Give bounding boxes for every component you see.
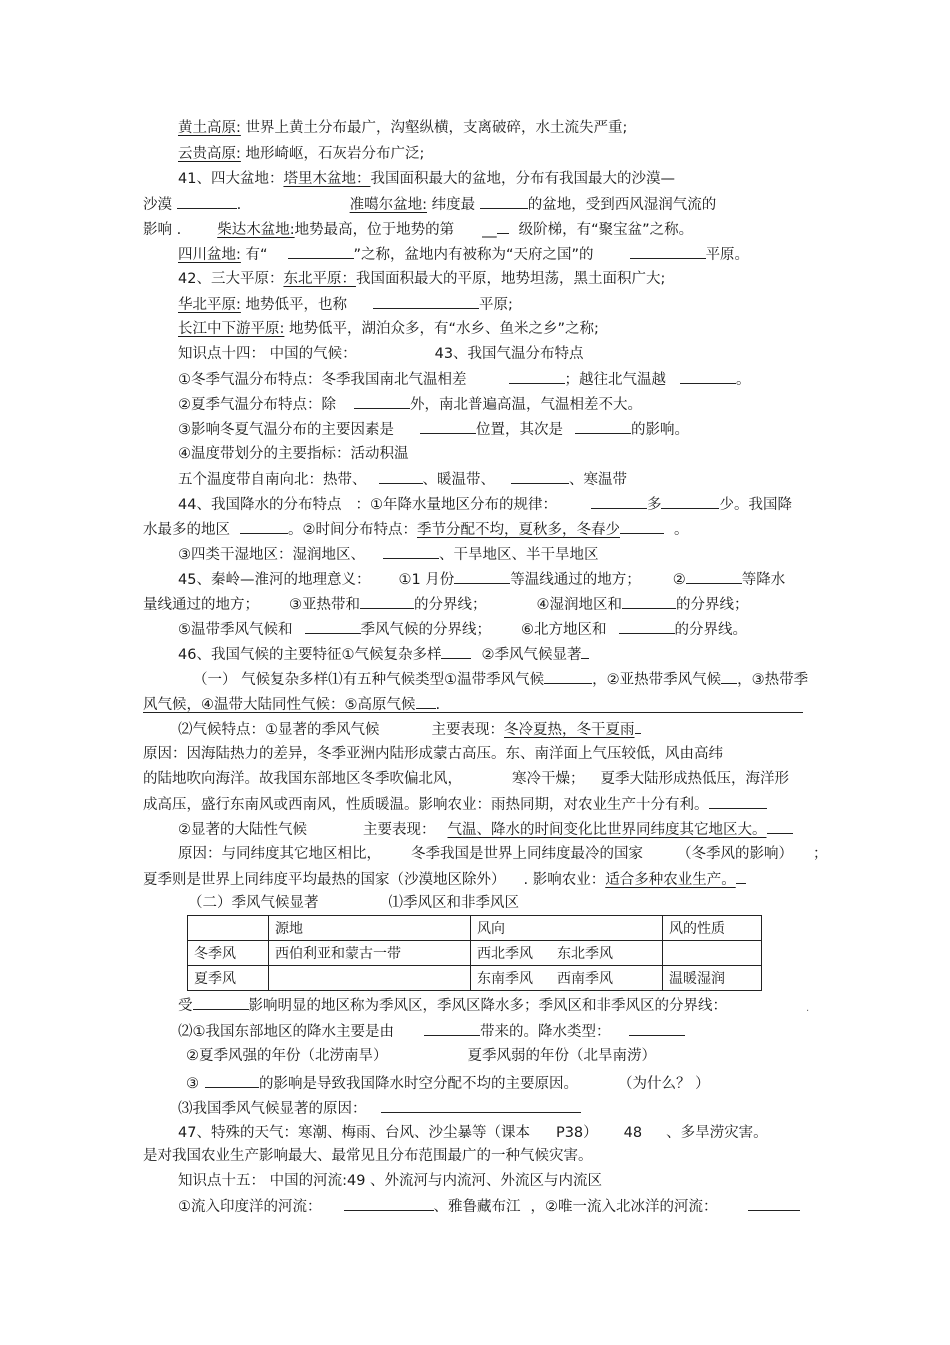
blank-isohyet[interactable] — [686, 569, 742, 584]
line-climate-boundaries: ⑤温带季风气候和 季风气候的分界线； ⑥北方地区和 的分界线。 — [178, 619, 747, 639]
line-climate-features: 46、我国气候的主要特征①气候复杂多样 ②季风气候显著 — [178, 644, 589, 664]
line-temperature-belts: 五个温度带自南向北：热带、 、暖温带、 、寒温带 — [178, 469, 627, 489]
blank-arctic-river[interactable] — [748, 1196, 800, 1211]
line-winter-monsoon-cause: 原因：因海陆热力的差异，冬季亚洲内陆形成蒙古高压。东、南洋面上气压较低，风由高纬 — [143, 746, 723, 762]
blank-january-isotherm[interactable] — [454, 569, 510, 584]
blank-latitude[interactable] — [480, 194, 528, 209]
line-plains-heading: 42、三大平原：东北平原：我国面积最大的平原，地势坦荡，黑土面积广大; — [178, 271, 666, 287]
blank-temperate-belt[interactable] — [511, 469, 569, 484]
line-rainiest-region: 水最多的地区 。②时间分布特点：季节分配不均，夏秋多，冬春少 。 — [143, 519, 689, 539]
line-summer-heat: 夏季则是世界上同纬度平均最热的国家（沙漠地区除外） . 影响农业：适合多种农业生产。 — [143, 869, 746, 889]
line-monsoon-heading: （二）季风气候显著 ⑴季风区和非季风区 — [188, 895, 519, 911]
line-continental-climate: ②显著的大陆性气候 主要表现： 气温、降水的时间变化比世界同纬度其它地区大。 — [178, 819, 793, 839]
blank-chengdu-plain[interactable] — [630, 244, 706, 259]
line-dry-wet-regions: ③四类干湿地区：湿润地区、 、干旱地区、半干旱地区 — [178, 544, 599, 564]
line-basins-heading: 41、四大盆地：塔里木盆地：我国面积最大的盆地，分布有我国最大的沙漠— — [178, 171, 675, 187]
line-yungui-plateau: 云贵高原: 地形崎岖，石灰岩分布广泛; — [178, 146, 425, 162]
blank-secondary-factor[interactable] — [575, 419, 631, 434]
blank-terrain-step[interactable] — [497, 219, 509, 234]
blank-humid-boundary[interactable] — [622, 594, 676, 609]
line-qinling-huaihe: 45、秦岭—淮河的地理意义： ①1 月份 等温线通过的地方； ② 等降水 — [178, 569, 785, 589]
line-temperature-factors: ③影响冬夏气温分布的主要因素是 位置，其次是 的影响。 — [178, 419, 689, 439]
monsoon-table — [187, 915, 762, 991]
table-header-row: 源地 风向 风的性质 — [188, 916, 762, 941]
stray-mark: . — [806, 1003, 810, 1014]
line-sichuan-basin: 四川盆地: 有“ ”之称，盆地内有被称为“天府之国”的 平原。 — [178, 244, 749, 264]
line-climate-heading: 知识点十四： 中国的气候： 43、我国气温分布特点 — [178, 346, 584, 362]
blank-monsoon-reason[interactable] — [381, 1098, 581, 1113]
underline-climate-types — [143, 712, 803, 713]
line-climate-types: （一） 气候复杂多样⑴有五种气候类型①温带季风气候 ，②亚热带季风气候 ，③热带季 — [193, 669, 808, 689]
blank-cause-uneven[interactable] — [205, 1073, 259, 1088]
line-summer-wind: 成高压，盛行东南风或西南风，性质暖温。影响农业：雨热同期，对农业生产十分有利。 — [143, 794, 767, 814]
blank-temperature-difference[interactable] — [509, 369, 565, 384]
blank-plain-alias[interactable] — [373, 294, 479, 309]
blank-semi-humid-region[interactable] — [383, 544, 439, 559]
table-row: 夏季风 东南季风 西南季风 温暖湿润 — [188, 966, 762, 991]
line-yangtze-plain: 长江中下游平原: 地势低平，湖泊众多，有“水乡、鱼米之乡”之称; — [178, 321, 599, 337]
line-uneven-distribution: ③ 的影响是导致我国降水时空分配不均的主要原因。 （为什么？ ） — [186, 1073, 710, 1093]
line-monsoon-reason: ⑶我国季风气候显著的原因： — [178, 1098, 581, 1118]
line-monsoon-strength: ②夏季风强的年份（北涝南旱） 夏季风弱的年份（北旱南涝） — [186, 1048, 656, 1064]
line-monsoon-climate: ⑵气候特点：①显著的季风气候 主要表现：冬冷夏热，冬干夏雨 — [178, 719, 641, 739]
blank-monsoon-influence[interactable] — [193, 995, 249, 1010]
line-boundary-meanings: 量线通过的地方； ③亚热带和 的分界线； ④湿润地区和 的分界线； — [143, 594, 749, 614]
line-qaidam-basin: 影响 . 柴达木盆地:地势最高，位于地势的第 __ 级阶梯，有“聚宝盆”之称。 — [143, 219, 693, 239]
line-summer-temperature: ②夏季气温分布特点：除 外，南北普遍高温，气温相差不大。 — [178, 394, 642, 414]
line-monsoon-region: 受 影响明显的地区称为季风区，季风区降水多；季风区和非季风区的分界线： — [178, 995, 727, 1015]
blank-northward-trend[interactable] — [680, 369, 736, 384]
line-desert-junggar: 沙漠 . 准噶尔盆地: 纬度最 的盆地，受到西风湿润气流的 — [143, 194, 716, 214]
line-indian-ocean-rivers: ①流入印度洋的河流： 、雅鲁藏布江 ，②唯一流入北冰洋的河流： — [178, 1196, 800, 1216]
line-north-china-plain: 华北平原: 地势低平，也称 平原; — [178, 294, 513, 314]
line-precipitation-distribution: 44、我国降水的分布特点 ：①年降水量地区分布的规律： 多 少。我国降 — [178, 494, 792, 514]
blank-less-rain-region[interactable] — [661, 494, 719, 509]
line-winter-temperature: ①冬季气温分布特点：冬季我国南北气温相差 ；越往北气温越 。 — [178, 369, 751, 389]
blank-precipitation-type[interactable] — [629, 1021, 685, 1036]
blank-subtropical-boundary[interactable] — [360, 594, 414, 609]
line-climate-types-cont: 风气候，④温带大陆同性气候：⑤高原气候 . — [143, 694, 440, 714]
line-drought-flood: 是对我国农业生产影响最大、最常见且分布范围最广的一种气候灾害。 — [143, 1148, 593, 1164]
blank-more-rain-region[interactable] — [591, 494, 647, 509]
table-row: 冬季风 西伯利亚和蒙古一带 西北季风 东北季风 — [188, 941, 762, 966]
blank-desert-name[interactable] — [177, 194, 237, 209]
blank-indian-ocean-river[interactable] — [344, 1196, 434, 1211]
blank-subtropical-belt[interactable] — [379, 469, 423, 484]
line-special-weather: 47、特殊的天气：寒潮、梅雨、台风、沙尘暴等（课本 P38） 48 、多旱涝灾害。 — [178, 1125, 768, 1141]
blank-precipitation-source[interactable] — [424, 1021, 480, 1036]
blank-summer-exception[interactable] — [354, 394, 410, 409]
blank-sichuan-nickname[interactable] — [288, 244, 354, 259]
line-winter-wind: 的陆地吹向海洋。故我国东部地区冬季吹偏北风， 寒冷干燥； 夏季大陆形成热低压，海洋形 — [143, 771, 789, 787]
line-loess-plateau: 黄土高原: 世界上黄土分布最广，沟壑纵横，支离破碎，水土流失严重; — [178, 120, 628, 136]
line-temperature-belt-index: ④温度带划分的主要指标：活动积温 — [178, 446, 409, 462]
blank-main-factor[interactable] — [420, 419, 476, 434]
blank-subtropical-monsoon[interactable] — [305, 619, 361, 634]
line-eastern-precipitation: ⑵①我国东部地区的降水主要是由 带来的。降水类型： — [178, 1021, 685, 1041]
blank-southern-region[interactable] — [619, 619, 675, 634]
line-rivers-heading: 知识点十五： 中国的河流:49 、外流河与内流河、外流区与内流区 — [178, 1173, 603, 1189]
blank-rainiest-place[interactable] — [240, 519, 288, 534]
line-continental-cause: 原因：与同纬度其它地区相比， 冬季我国是世界上同纬度最冷的国家 （冬季风的影响） ； — [178, 846, 828, 862]
